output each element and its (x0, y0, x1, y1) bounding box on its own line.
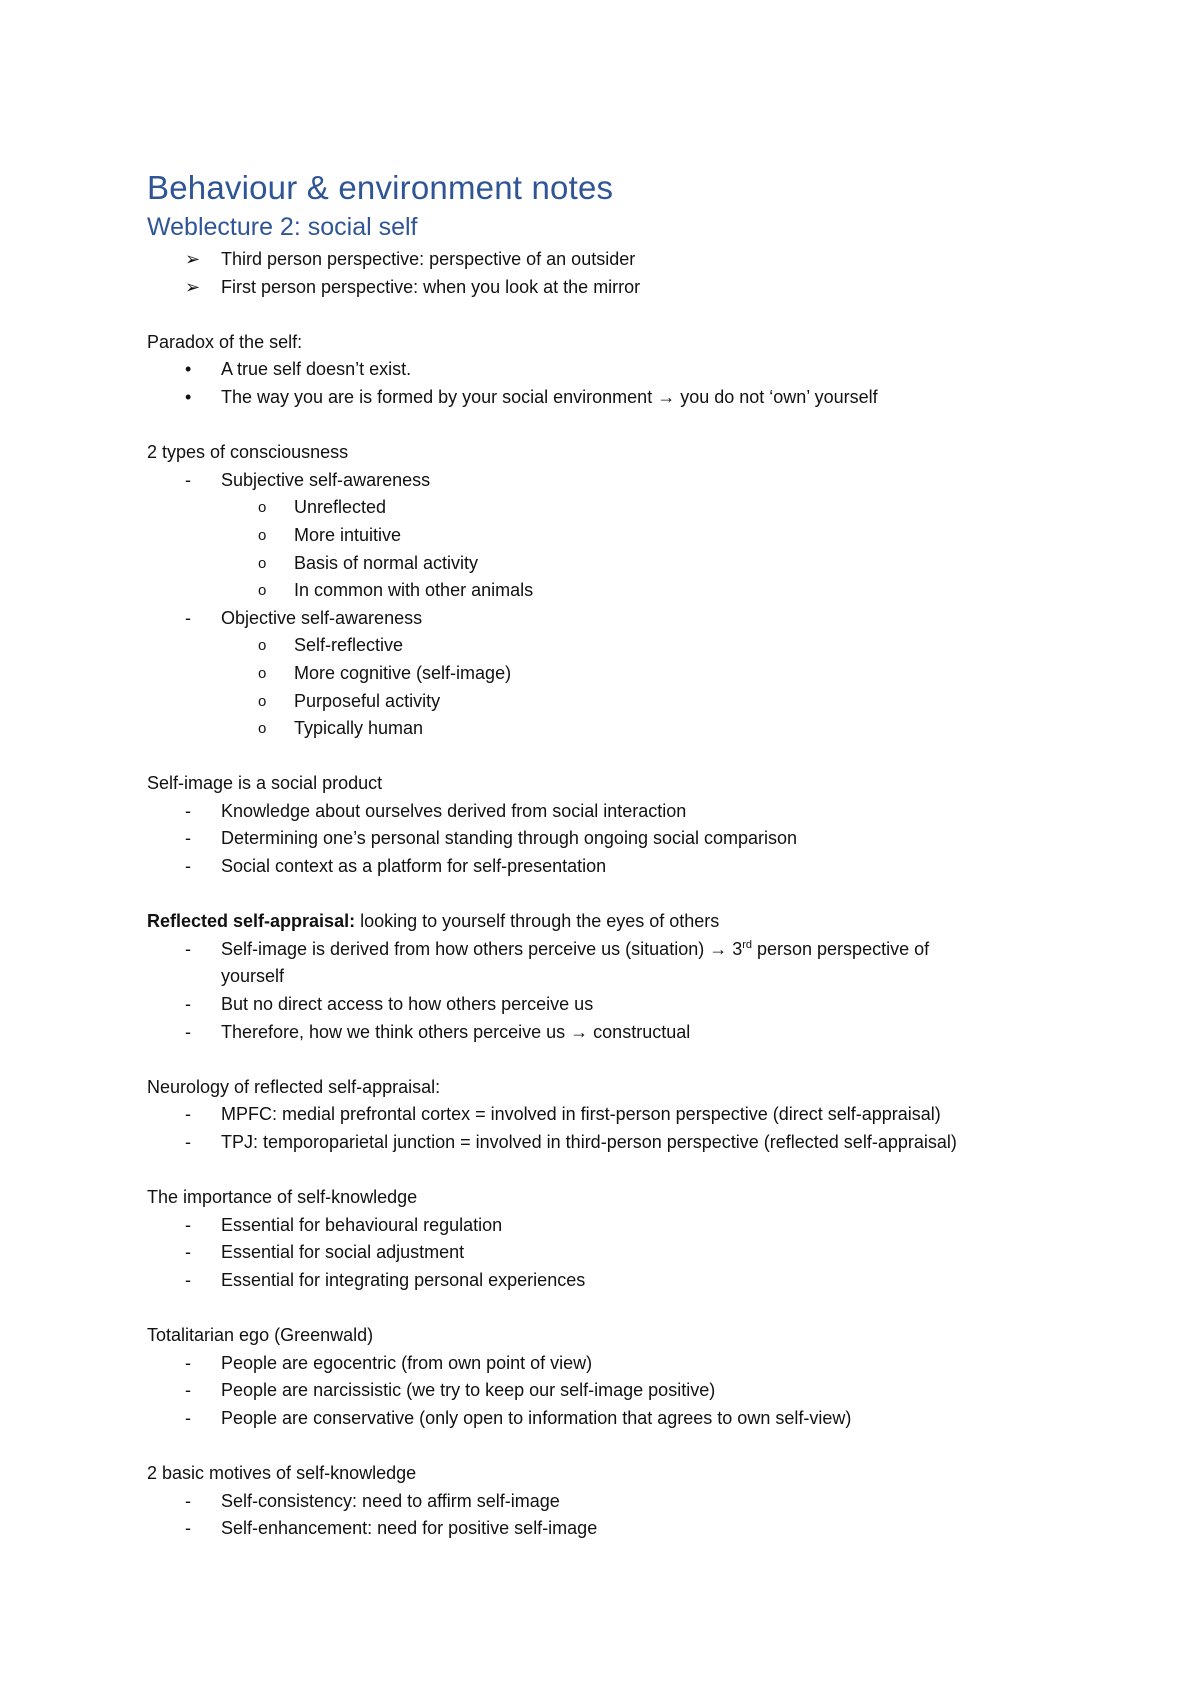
circle-bullet-icon: o (258, 499, 267, 517)
dash-bullet-icon: - (185, 1132, 191, 1152)
ego-heading: Totalitarian ego (Greenwald) (147, 1325, 374, 1346)
list-item: o More cognitive (self-image) (147, 660, 1087, 688)
neurology-heading: Neurology of reflected self-appraisal: (147, 1076, 441, 1097)
motives-heading: 2 basic motives of self-knowledge (147, 1463, 417, 1484)
list-item: - Essential for integrating personal experiences (147, 1267, 1087, 1295)
circle-bullet-icon: o (258, 720, 267, 738)
dash-bullet-icon: - (185, 856, 191, 877)
list-item: o Unreflected (147, 494, 1087, 522)
reflected-heading: Reflected self-appraisal: looking to yourself through the eyes of others (147, 911, 720, 932)
dash-bullet-icon: - (185, 828, 191, 849)
list-item: - Determining one’s personal standing through ongoing social comparison (147, 825, 1087, 853)
list-item: - People are egocentric (from own point of view) (147, 1350, 1087, 1378)
bullet-icon: • (185, 386, 192, 407)
list-item: o Typically human (147, 715, 1087, 743)
consciousness-heading: 2 types of consciousness (147, 442, 349, 463)
arrow-bullet-icon: ➢ (185, 249, 201, 269)
dash-bullet-icon: - (185, 1352, 191, 1373)
list-item: - Objective self-awareness (147, 605, 1087, 633)
list-item: - People are narcissistic (we try to keep our self-image positive) (147, 1377, 1087, 1405)
list-item: o More intuitive (147, 522, 1087, 550)
list-item: - Self-enhancement: need for positive self-image (147, 1515, 1087, 1543)
dash-bullet-icon: - (185, 994, 191, 1015)
dash-bullet-icon: - (185, 1104, 191, 1125)
circle-bullet-icon: o (258, 692, 267, 710)
dash-bullet-icon: - (185, 1518, 191, 1539)
list-item: • The way you are is formed by your social environment → you do not ‘own’ yourself (147, 384, 1087, 412)
self-image-heading: Self-image is a social product (147, 773, 383, 794)
bullet-icon: • (185, 359, 192, 380)
dash-bullet-icon: - (185, 607, 191, 628)
dash-bullet-icon: - (185, 800, 191, 821)
list-item: - But no direct access to how others perceive us (147, 991, 1087, 1019)
list-item: o Self-reflective (147, 632, 1087, 660)
list-item: - Therefore, how we think others perceive us → constructual (147, 1019, 1087, 1047)
list-item: o Basis of normal activity (147, 550, 1087, 578)
list-item: - Self-consistency: need to affirm self-image (147, 1488, 1087, 1516)
dash-bullet-icon: - (185, 1214, 191, 1235)
dash-bullet-icon: - (185, 1269, 191, 1290)
document-title: Behaviour & environment notes (147, 169, 614, 206)
dash-bullet-icon: - (185, 1490, 191, 1511)
importance-heading: The importance of self-knowledge (147, 1187, 418, 1208)
list-item: - Self-image is derived from how others perceive us (situation) → 3rd person perspective of yourself (147, 936, 1087, 991)
dash-bullet-icon: - (185, 938, 191, 959)
dash-bullet-icon: - (185, 1380, 191, 1401)
circle-bullet-icon: o (258, 582, 267, 600)
list-item: - Subjective self-awareness (147, 467, 1087, 495)
document-page (147, 166, 1087, 1543)
section-subtitle: Weblecture 2: social self (147, 213, 418, 241)
list-item: o In common with other animals (147, 577, 1087, 605)
list-item: - TPJ: temporoparietal junction = involved in third-person perspective (reflected self-appraisal) (147, 1129, 1087, 1157)
dash-bullet-icon: - (185, 1021, 191, 1042)
list-item: - Social context as a platform for self-presentation (147, 853, 1087, 881)
list-item: - Knowledge about ourselves derived from social interaction (147, 798, 1087, 826)
dash-bullet-icon: - (185, 469, 191, 490)
list-item: ➢ Third person perspective: perspective of an outsider (147, 246, 1087, 274)
circle-bullet-icon: o (258, 526, 267, 544)
list-item: - People are conservative (only open to information that agrees to own self-view) (147, 1405, 1087, 1433)
dash-bullet-icon: - (185, 1407, 191, 1428)
list-item: • A true self doesn’t exist. (147, 356, 1087, 384)
list-item: o Purposeful activity (147, 688, 1087, 716)
arrow-bullet-icon: ➢ (185, 276, 201, 297)
dash-bullet-icon: - (185, 1242, 191, 1263)
circle-bullet-icon: o (258, 554, 267, 572)
list-item: - Essential for behavioural regulation (147, 1212, 1087, 1240)
list-item: - Essential for social adjustment (147, 1239, 1087, 1267)
circle-bullet-icon: o (258, 664, 267, 682)
list-item: ➢ First person perspective: when you look at the mirror (147, 274, 1087, 302)
paradox-heading: Paradox of the self: (147, 331, 303, 352)
circle-bullet-icon: o (258, 637, 267, 655)
list-item: - MPFC: medial prefrontal cortex = involved in first-person perspective (direct self-appraisal) (147, 1101, 1087, 1129)
